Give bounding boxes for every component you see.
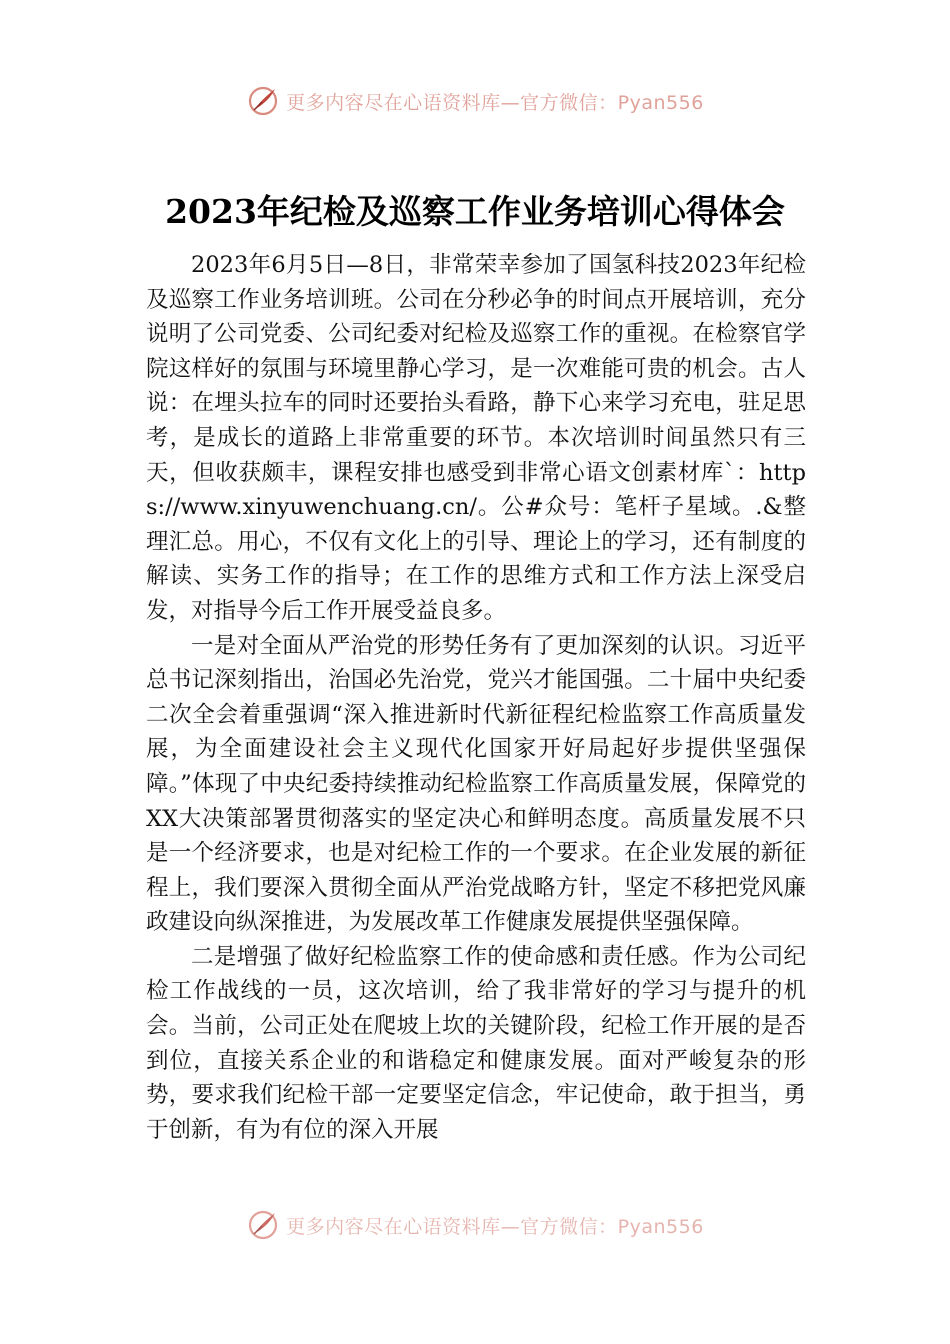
watermark-text: 更多内容尽在心语资料库—官方微信：Pyan556 bbox=[286, 1215, 704, 1238]
paragraph: 一是对全面从严治党的形势任务有了更加深刻的认识。习近平总书记深刻指出，治国必先治党，党兴才能国强。二十届中央纪委二次全会着重强调“深入推进新时代新征程纪检监察工作高质量发展，为全面建设社会主义现代化国家开好局起好步提供坚强保障。”体现了中央纪委持续推动纪检监察工作高质量发展，保障党的XX大决策部署贯彻落实的坚定决心和鲜明态度。高质量发展不只是一个经济要求，也是对纪检工作的一个要求。在企业发展的新征程上，我们要深入贯彻全面从严治党战略方针，坚定不移把党风廉政建设向纵深推进，为发展改革工作健康发展提供坚强保障。 bbox=[146, 632, 806, 936]
paragraph: 2023年6月5日—8日，非常荣幸参加了国氢科技2023年纪检及巡察工作业务培训班。公司在分秒必争的时间点开展培训，充分说明了公司党委、公司纪委对纪检及巡察工作的重视。在检察官学院这样好的氛围与环境里静心学习，是一次难能可贵的机会。古人说：在埋头拉车的同时还要抬头看路，静下心来学习充电，驻足思考，是成长的道路上非常重要的环节。本次培训时间虽然只有三天，但收获颇丰，课程安排也感受到非常心语文创素材库`：https://www.xinyuwenchuang.cn/。公#众号：笔杆子星域。.&整理汇总。用心，不仅有文化上的引导、理论上的学习，还有制度的解读、实务工作的指导；在工作的思维方式和工作方法上深受启发，对指导今后工作开展受益良多。 bbox=[146, 252, 806, 624]
document-body bbox=[146, 248, 806, 1147]
paragraph: 二是增强了做好纪检监察工作的使命感和责任感。作为公司纪检工作战线的一员，这次培训，给了我非常好的学习与提升的机会。当前，公司正处在爬坡上坎的关键阶段，纪检工作开展的是否到位，直接关系企业的和谐稳定和健康发展。面对严峻复杂的形势，要求我们纪检干部一定要坚定信念，牢记使命，敢于担当，勇于创新，有为有位的深入开展 bbox=[146, 943, 806, 1143]
watermark-footer bbox=[0, 1208, 950, 1242]
watermark-header bbox=[0, 84, 950, 118]
quill-circle-icon bbox=[246, 84, 280, 118]
quill-circle-icon bbox=[246, 1208, 280, 1242]
watermark-text: 更多内容尽在心语资料库—官方微信：Pyan556 bbox=[286, 91, 704, 114]
document-title: 2023年纪检及巡察工作业务培训心得体会 bbox=[165, 192, 785, 231]
